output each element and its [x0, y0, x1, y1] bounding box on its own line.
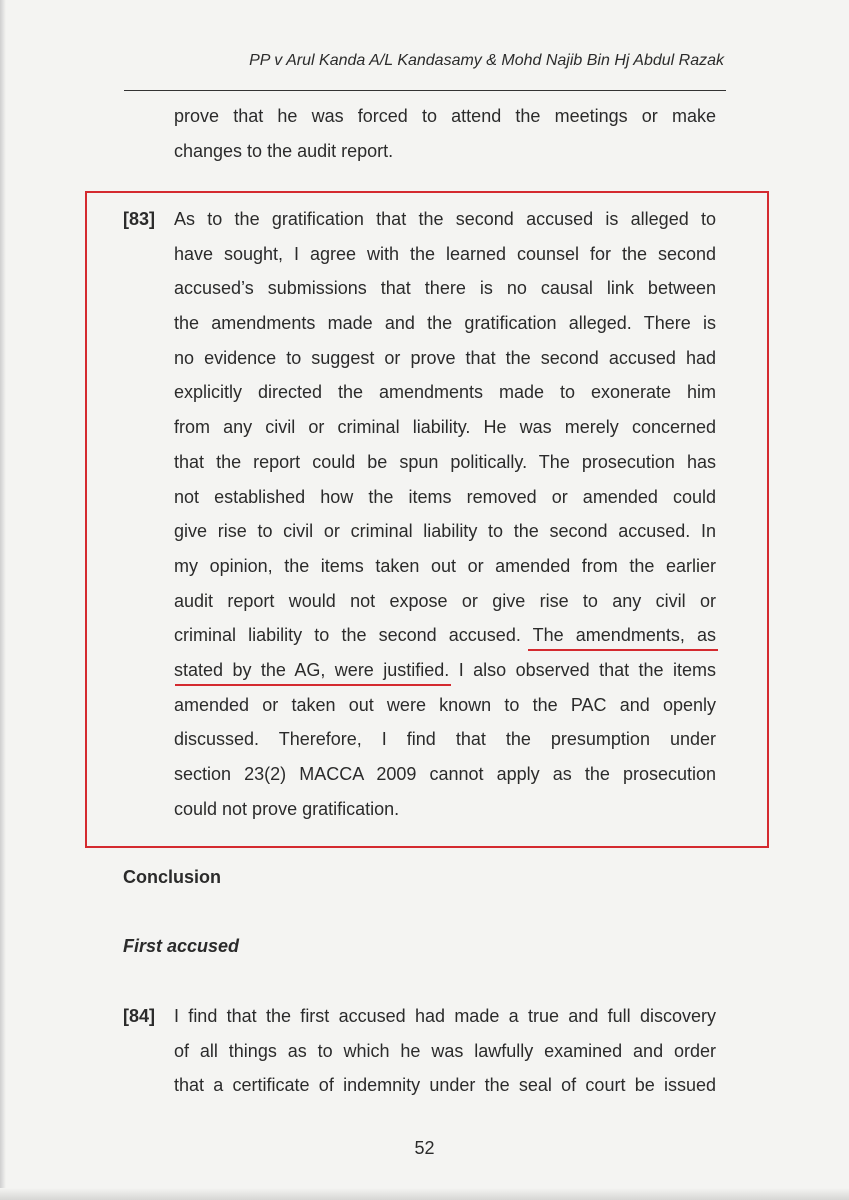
- header-divider: [124, 90, 726, 91]
- paragraph-83: [174, 202, 716, 826]
- page-bottom-edge-shadow: [0, 1188, 849, 1200]
- text-line: the amendments made and the gratification alleged. There is: [174, 313, 716, 334]
- text-line: audit report would not expose or give rise to any civil or: [174, 590, 716, 611]
- subsection-heading-first-accused: First accused: [123, 936, 240, 956]
- page-number: 52: [414, 1138, 435, 1158]
- text-line: amended or taken out were known to the PAC and openly: [174, 694, 716, 715]
- text-line: could not prove gratification.: [174, 798, 400, 819]
- text-line: changes to the audit report.: [174, 140, 394, 161]
- paragraph-84: [174, 999, 716, 1103]
- paragraph-number: [84]: [123, 1006, 156, 1026]
- text-line: As to the gratification that the second accused is alleged to: [174, 209, 716, 229]
- text-line: of all things as to which he was lawfully examined and order: [174, 1040, 716, 1061]
- text-line: stated by the AG, were justified. I also observed that the items: [174, 659, 716, 680]
- text-line: criminal liability to the second accused. The amendments, as: [174, 625, 716, 646]
- page-left-edge-shadow: [0, 0, 6, 1200]
- text-line: have sought, I agree with the learned counsel for the second: [174, 243, 716, 264]
- text-line: not established how the items removed or amended could: [174, 486, 716, 507]
- paragraph-continuation: [174, 99, 716, 168]
- red-underline-annotation: [528, 649, 718, 651]
- text-line: explicitly directed the amendments made to exonerate him: [174, 382, 716, 403]
- text-line: that the report could be spun politically. The prosecution has: [174, 451, 716, 472]
- text-line: accused’s submissions that there is no causal link between: [174, 278, 716, 299]
- text-line: section 23(2) MACCA 2009 cannot apply as the prosecution: [174, 764, 716, 784]
- text-line: I find that the first accused had made a true and full discovery: [174, 1006, 716, 1026]
- text-line: prove that he was forced to attend the meetings or make: [174, 106, 716, 126]
- red-underline-annotation: [175, 684, 451, 686]
- text-line: my opinion, the items taken out or amended from the earlier: [174, 555, 716, 576]
- section-heading-conclusion: Conclusion: [123, 867, 221, 887]
- running-header-case-title: PP v Arul Kanda A/L Kandasamy & Mohd Najib Bin Hj Abdul Razak: [249, 52, 724, 69]
- text-line: that a certificate of indemnity under the seal of court be issued: [174, 1075, 716, 1096]
- paragraph-number: [83]: [123, 209, 156, 229]
- text-line: no evidence to suggest or prove that the second accused had: [174, 347, 716, 368]
- text-line: from any civil or criminal liability. He was merely concerned: [174, 417, 716, 438]
- text-line: discussed. Therefore, I find that the presumption under: [174, 729, 716, 750]
- text-line: give rise to civil or criminal liability to the second accused. In: [174, 521, 716, 542]
